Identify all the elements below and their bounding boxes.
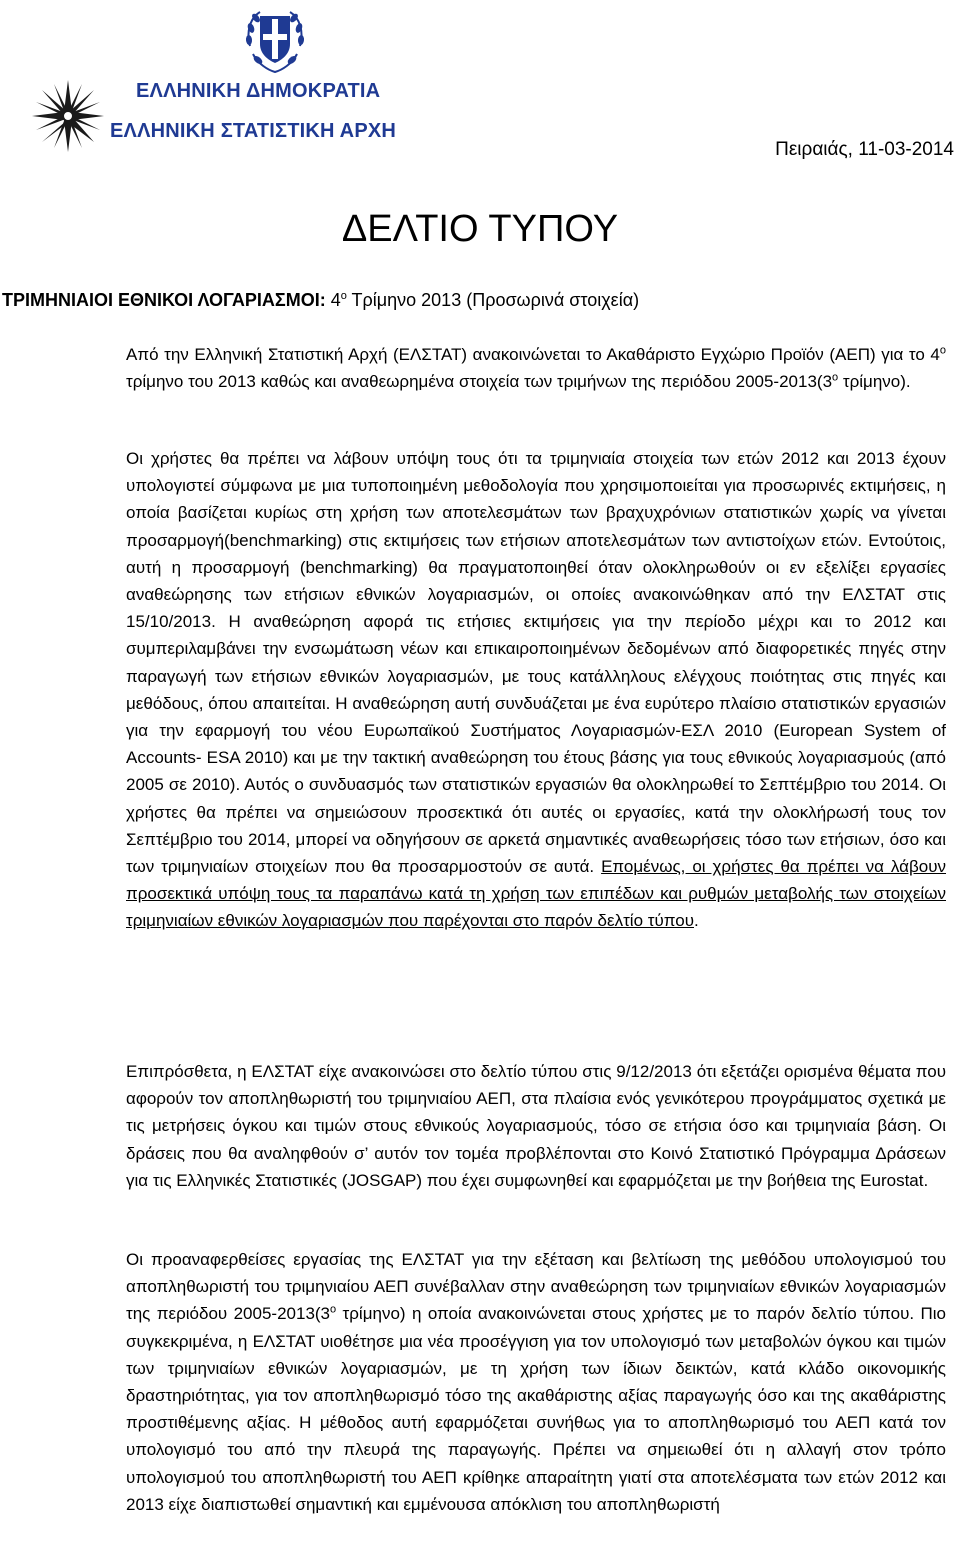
p1-superscript-2: ο — [832, 371, 839, 384]
p2-underlined-text: Επομένως, οι χρήστες θα πρέπει να λάβουν προσεκτικά υπόψη τους τα παραπάνω κατά τη χρήση των επιπέδων και ρυθμών μεταβολής των στοιχείων τριμηνιαίων εθνικών λογαριασμών που παρέχονται στο παρόν δελτίο τύπου — [126, 857, 947, 931]
p2-end: . — [694, 911, 699, 931]
paragraph-deflator — [126, 1246, 946, 1518]
paragraph-users-note — [126, 445, 946, 935]
p1-text-a: Από την Ελληνική Στατιστική Αρχή (ΕΛΣΤΑΤ) ανακοινώνεται το Ακαθάριστο Εγχώριο Προϊόν (ΑΕΠ) για το 4 — [126, 345, 940, 364]
p2-text: Οι χρήστες θα πρέπει να λάβουν υπόψη τους ότι τα τριμηνιαία στοιχεία των ετών 2012 και 2013 έχουν υπολογιστεί σύμφωνα με μια τυποποιημένη μεθοδολογία που χρησιμοποιείται για προσωρινές εκτιμήσεις, η οποία βασίζεται κυρίως στη χρήση των αποτελεσμάτων των βραχυχρόνιων στατιστικών χωρίς να γίνεται προσαρμογή(benchmarking) στις εκτιμήσεις των ετήσιων αποτελεσμάτων των αντιστοίχων ετών. Εντούτοις, αυτή η προσαρμογή (benchmarking) θα πραγματοποιηθεί όταν ολοκληρωθούν οι εν εξελίξει εργασίες αναθεώρησης των ετήσιων εθνικών λογαριασμών, οι οποίες ανακοινώθηκαν από την ΕΛΣΤΑΤ στις 15/10/2013. Η αναθεώρηση αφορά τις ετήσιες εκτιμήσεις για την περίοδο μέχρι και το 2012 και συμπεριλαμβάνει την ενσωμάτωση νέων και επικαιροποιημένων δεδομένων από διαφορετικές πηγές στην παραγωγή των ετήσιων εθνικών λογαριασμών, με τους κατάλληλους ελέγχους ποιότητας στις πηγές και μεθόδους, όπου απαιτείται. Η αναθεώρηση αυτή συνδυάζεται με ένα ευρύτερο πλαίσιο στατιστικών εργασιών για την εφαρμογή του νέου Ευρωπαϊκού Συστήματος Λογαριασμών-ΕΣΛ 2010 (European System of Accounts- ESA 2010) και με την τακτική αναθεώρηση του έτους βάσης για τους εθνικούς λογαριασμούς (από 2005 σε 2010). Αυτός ο συνδυασμός των στατιστικών εργασιών θα ολοκληρωθεί το Σεπτέμβριο του 2014. Οι χρήστες θα πρέπει να σημειώσουν προσεκτικά ότι αυτές οι εργασίες, κατά την ολοκλήρωσή τους τον Σεπτέμβριο του 2014, μπορεί να οδηγήσουν σε αρκετά σημαντικές αναθεωρήσεις τόσο των ετήσιων, όσο και των τριμηνιαίων στοιχείων που θα προσαρμοστούν σε αυτά. — [126, 449, 946, 877]
p4-text-a: Οι προαναφερθείσες εργασίας της ΕΛΣΤΑΤ για την εξέταση και βελτίωση της μεθόδου υπολογισμού του αποπληθωριστή του τριμηνιαίου ΑΕΠ συνέβαλλαν στην αναθεώρηση των τριμηνιαίων εθνικών λογαριασμών της περιόδου 2005-2013(3 — [126, 1250, 946, 1324]
heading-rest: Τρίμηνο 2013 (Προσωρινά στοιχεία) — [346, 290, 640, 310]
p4-superscript: ο — [330, 1303, 337, 1316]
place-date: Πειραιάς, 11-03-2014 — [775, 139, 954, 160]
heading-superscript: ο — [340, 290, 347, 302]
paragraph-intro — [126, 341, 946, 395]
heading-bold: ΤΡΙΜΗΝΙΑΙΟΙ ΕΘΝΙΚΟΙ ΛΟΓΑΡΙΑΣΜΟΙ: — [2, 290, 326, 310]
agency-name-line1: ΕΛΛΗΝΙΚΗ ΔΗΜΟΚΡΑΤΙΑ — [136, 80, 381, 102]
release-heading — [2, 290, 639, 311]
paragraph-additional: Επιπρόσθετα, η ΕΛΣΤΑΤ είχε ανακοινώσει στο δελτίο τύπου στις 9/12/2013 ότι εξετάζει ορισμένα θέματα που αφορούν τον αποπληθωριστή του τριμηνιαίου ΑΕΠ, στα πλαίσια ενός γενικότερου προγράμματος σχετικά με τις μετρήσεις όγκου και τιμών στους εθνικούς λογαριασμούς, τόσο σε ετήσια όσο και τριμηνιαία βάση. Οι δράσεις που θα αναληφθούν σ’ αυτόν τον τομέα προβλέπονται στο Κοινό Στατιστικό Πρόγραμμα Δράσεων για τις Ελληνικές Στατιστικές (JOSGAP) που έχει συμφωνηθεί και εφαρμόζεται με την βοήθεια της Eurostat. — [126, 1062, 946, 1190]
document-title: ΔΕΛΤΙΟ ΤΥΠΟΥ — [341, 208, 619, 250]
elstat-star-logo-icon — [30, 78, 106, 154]
p1-superscript-1: ο — [939, 344, 946, 357]
p1-text-c: τρίμηνο). — [838, 372, 911, 392]
coat-of-arms-icon — [244, 6, 306, 74]
heading-number: 4 — [330, 290, 341, 310]
agency-name-line2: ΕΛΛΗΝΙΚΗ ΣΤΑΤΙΣΤΙΚΗ ΑΡΧΗ — [110, 120, 397, 142]
p1-text-b: τρίμηνο του 2013 καθώς και αναθεωρημένα στοιχεία των τριμήνων της περιόδου 2005-2013(3 — [126, 372, 833, 392]
p4-text-b: τρίμηνο) η οποία ανακοινώνεται στους χρήστες με το παρόν δελτίο τύπου. Πιο συγκεκριμένα, η ΕΛΣΤΑΤ υιοθέτησε μια νέα προσέγγιση για τον υπολογισμό των μεταβολών όγκου και τιμών των τριμηνιαίων εθνικών λογαριασμών, με τη χρήση των ίδιων δεικτών, κατά κλάδο οικονομικής δραστηριότητας, για τον αποπληθωρισμό τόσο της ακαθάριστης αξίας παραγωγής όσο και της ακαθάριστης προστιθέμενης αξίας. Η μέθοδος αυτή εφαρμόζεται συνήθως για το αποπληθωρισμό του ΑΕΠ κατά τον υπολογισμό του από την πλευρά της παραγωγής. Πρέπει να σημειωθεί ότι η αλλαγή στον τρόπο υπολογισμού του αποπληθωριστή του ΑΕΠ κρίθηκε απαραίτητη γιατί στα αποτελέσματα των ετών 2012 και 2013 είχε διαπιστωθεί σημαντική και εμμένουσα απόκλιση του αποπληθωριστή — [126, 1304, 946, 1514]
